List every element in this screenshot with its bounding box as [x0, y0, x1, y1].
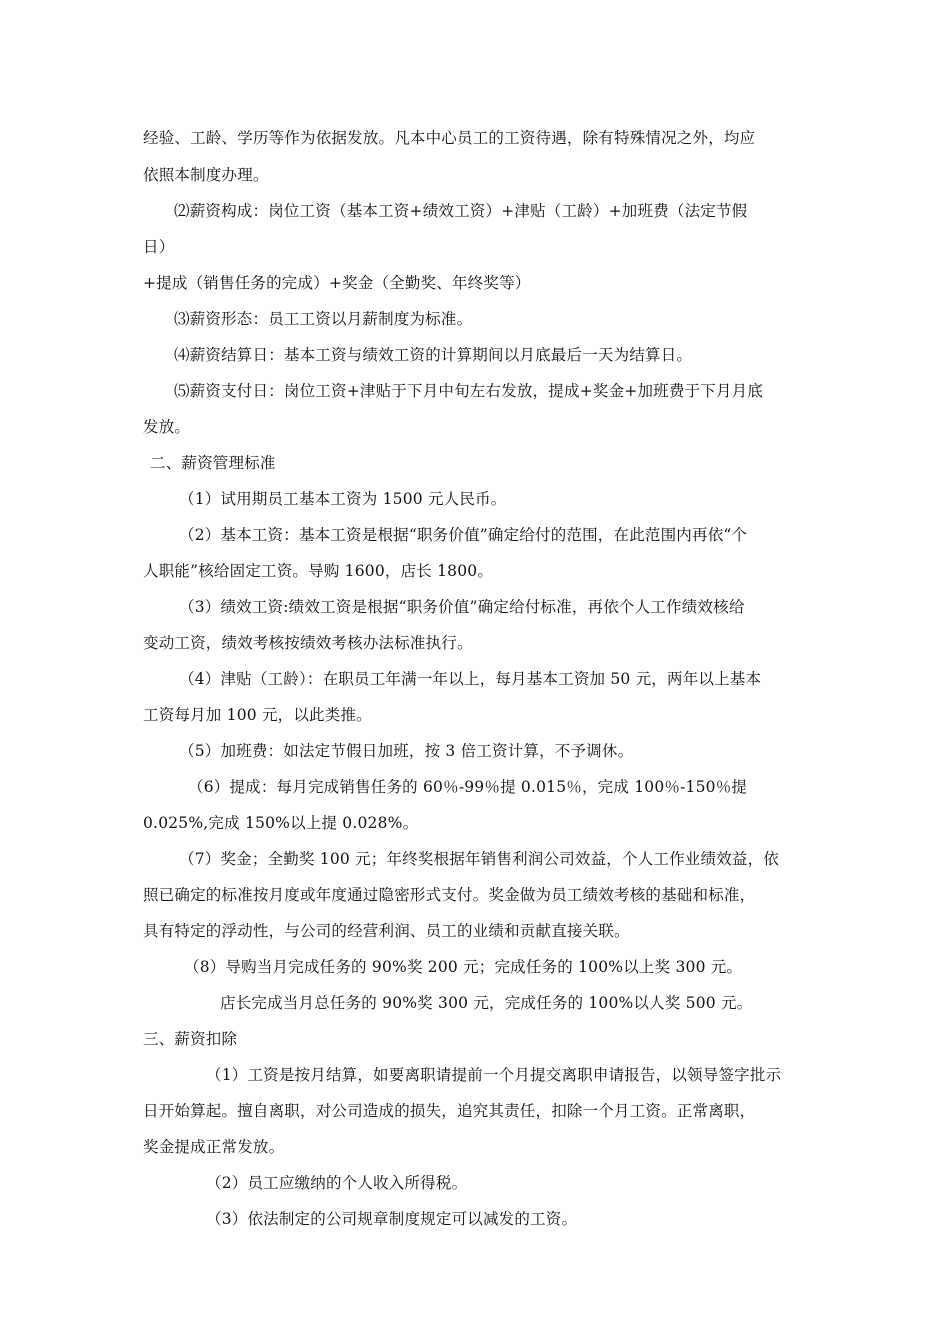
- text-line: （2）员工应缴纳的个人收入所得税。: [206, 1174, 468, 1192]
- text-line: 依照本制度办理。: [143, 166, 269, 184]
- text-line: （8）导购当月完成任务的 90%奖 200 元；完成任务的 100%以上奖 300 元。: [184, 958, 743, 976]
- text-line: （6）提成：每月完成销售任务的 60％-99％提 0.015％，完成 100％-150％提: [188, 778, 748, 796]
- text-line: （7）奖金；全勤奖 100 元；年终奖根据年销售利润公司效益，个人工作业绩效益，依: [179, 850, 780, 868]
- text-line: 店长完成当月总任务的 90%奖 300 元，完成任务的 100%以人奖 500 元。: [220, 994, 753, 1012]
- text-line: 0.025%,完成 150%以上提 0.028%。: [143, 814, 419, 832]
- text-line: （3）依法制定的公司规章制度规定可以减发的工资。: [206, 1210, 578, 1228]
- text-line: 日）: [143, 238, 175, 256]
- text-line: 日开始算起。擅自离职，对公司造成的损失，追究其责任，扣除一个月工资。正常离职，: [143, 1102, 756, 1120]
- text-line: ⑵薪资构成：岗位工资（基本工资+绩效工资）+津贴（工龄）+加班费（法定节假: [174, 202, 748, 220]
- text-line: （1）试用期员工基本工资为 1500 元人民币。: [179, 490, 507, 508]
- text-line: （2）基本工资：基本工资是根据“职务价值”确定给付的范围，在此范围内再依“个: [179, 526, 748, 544]
- text-line: ⑶薪资形态：员工工资以月薪制度为标准。: [174, 310, 473, 328]
- text-line: 人职能”核给固定工资。导购 1600，店长 1800。: [143, 562, 494, 580]
- text-line: 经验、工龄、学历等作为依据发放。凡本中心员工的工资待遇，除有特殊情况之外，均应: [143, 129, 756, 147]
- text-line: （5）加班费：如法定节假日加班，按 3 倍工资计算，不予调休。: [179, 742, 634, 760]
- text-line: 工资每月加 100 元，以此类推。: [143, 706, 372, 724]
- text-line: 奖金提成正常发放。: [143, 1138, 285, 1156]
- text-line: 发放。: [143, 418, 191, 436]
- text-line: （1）工资是按月结算，如要离职请提前一个月提交离职申请报告，以领导签字批示: [206, 1066, 782, 1084]
- text-line: （3）绩效工资:绩效工资是根据“职务价值”确定给付标准，再依个人工作绩效核给: [179, 598, 745, 616]
- text-line: 变动工资，绩效考核按绩效考核办法标准执行。: [143, 634, 473, 652]
- section-heading: 三、薪资扣除: [143, 1030, 238, 1048]
- text-line: 具有特定的浮动性，与公司的经营利润、员工的业绩和贡献直接关联。: [143, 922, 630, 940]
- text-line: ⑸薪资支付日：岗位工资+津贴于下月中旬左右发放，提成+奖金+加班费于下月月底: [174, 382, 764, 400]
- text-line: +提成（销售任务的完成）+奖金（全勤奖、年终奖等）: [143, 274, 531, 292]
- text-line: ⑷薪资结算日：基本工资与绩效工资的计算期间以月底最后一天为结算日。: [174, 346, 693, 364]
- section-heading: 二、薪资管理标准: [150, 454, 276, 472]
- text-line: 照已确定的标准按月度或年度通过隐密形式支付。奖金做为员工绩效考核的基础和标准，: [143, 886, 756, 904]
- text-line: （4）津贴（工龄）：在职员工年满一年以上，每月基本工资加 50 元，两年以上基本: [179, 670, 762, 688]
